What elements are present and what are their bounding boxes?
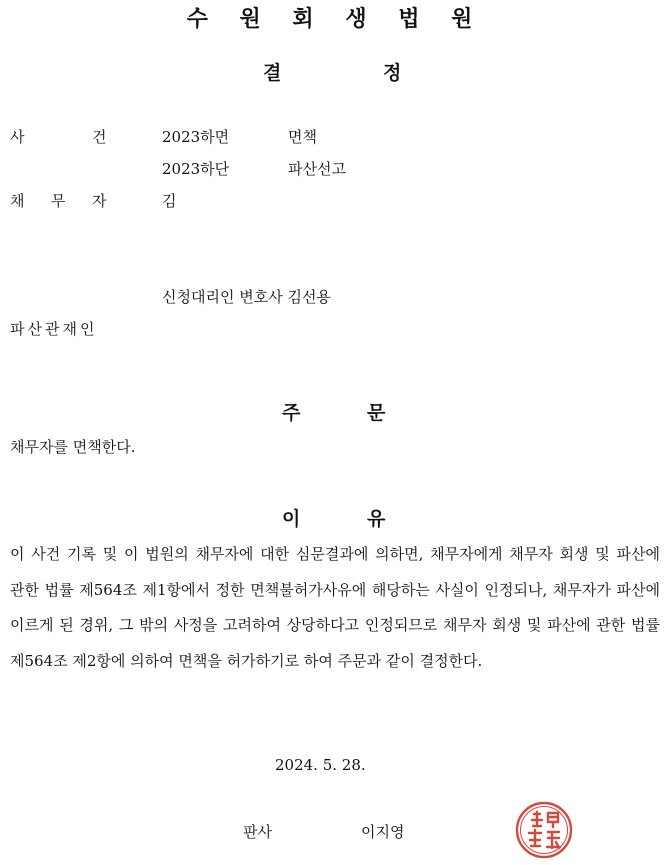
- doc-type-char-2: 정: [383, 62, 402, 84]
- order-heading-char-1: 주: [282, 402, 301, 424]
- case-number-1: 2023하면: [162, 128, 230, 146]
- doc-type-char-1: 결: [263, 62, 282, 84]
- court-name: 수 원 회 생 법 원: [186, 7, 485, 32]
- debtor-label-char-1: 채: [10, 192, 25, 210]
- decision-date: 2024. 5. 28.: [275, 756, 366, 774]
- judge-name: 이지영: [361, 823, 405, 841]
- case-type-1: 면책: [288, 128, 317, 146]
- trustee-label: 파산관재인: [10, 320, 98, 338]
- case-label-char-1: 사: [10, 128, 25, 146]
- judge-label: 판사: [243, 823, 272, 841]
- debtor-name: 김: [162, 192, 177, 210]
- applicant-agent: 신청대리인 변호사 김선용: [162, 288, 331, 306]
- debtor-label-char-2: 무: [51, 192, 66, 210]
- order-text: 채무자를 면책한다.: [10, 438, 136, 456]
- reasons-heading-char-2: 유: [367, 508, 386, 530]
- order-heading-char-2: 문: [367, 402, 386, 424]
- case-type-2: 파산선고: [288, 160, 346, 178]
- reasons-paragraph: 이 사건 기록 및 이 법원의 채무자에 대한 심문결과에 의하면, 채무자에게 채무자 회생 및 파산에 관한 법률 제564조 제1항에서 정한 면책불허가사유에 해당하는 사실이 인정되나, 채무자가 파산에 이르게 된 경위, 그 밖의 사정을 고려하여 상당하다고 인정되므로 채무자 회생 및 파산에 관한 법률 제564조 제2항에 의하여 면책을 허가하기로 하여 주문과 같이 결정한다.: [10, 545, 660, 670]
- case-label-char-2: 건: [92, 128, 107, 146]
- reasons-heading-char-1: 이: [282, 508, 301, 530]
- debtor-label-char-3: 자: [92, 192, 107, 210]
- seal-graphic: [514, 800, 574, 860]
- judge-seal-stamp: [514, 800, 574, 860]
- case-number-2: 2023하단: [162, 160, 230, 178]
